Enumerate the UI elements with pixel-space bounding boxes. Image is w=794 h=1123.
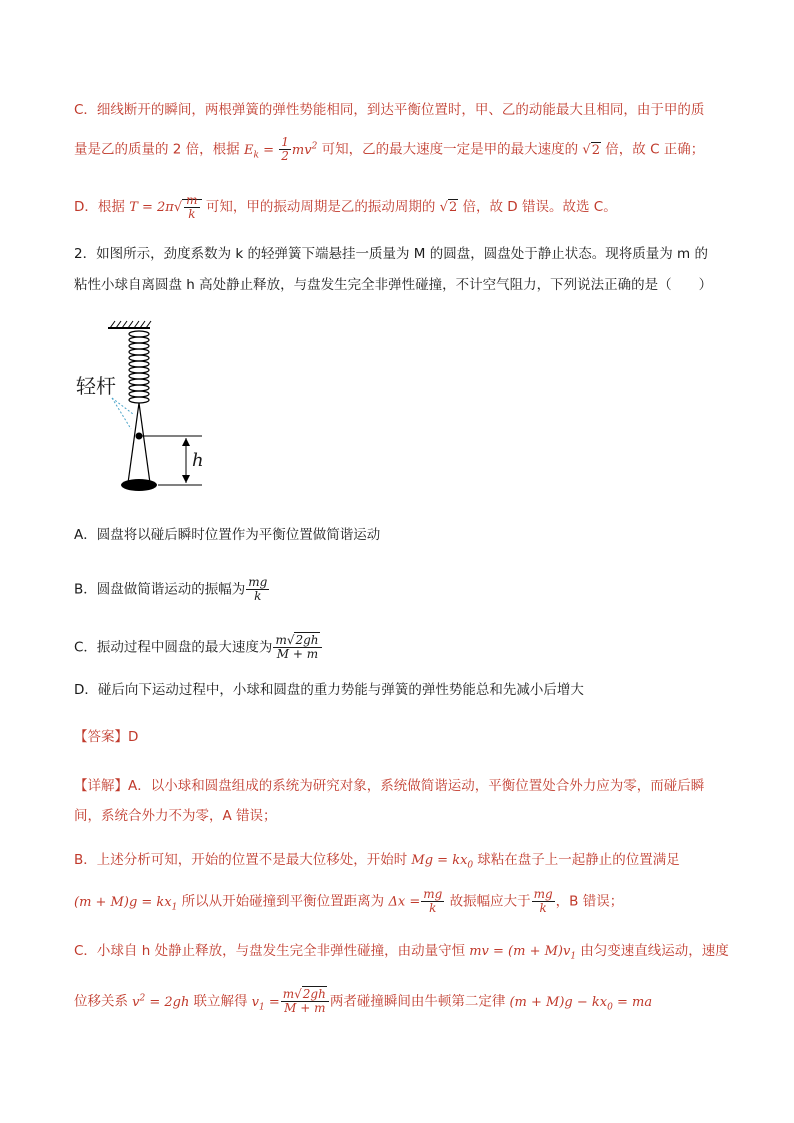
explain-a1: 【详解】A．以小球和圆盘组成的系统为研究对象，系统做简谐运动，平衡位置处合外力应为零，而碰后瞬	[74, 778, 705, 794]
explain-b2: $(m + M)g = kx_1$ 所以从开始碰撞到平衡位置距离为 Δx = $\frac{mg}{k}$ 故振幅应大于 $\frac{mg}{k}$ ，B 错误；	[74, 887, 624, 915]
h-label: h	[192, 450, 204, 471]
option-a: A．圆盘将以碰后瞬时位置作为平衡位置做简谐运动	[74, 527, 381, 543]
prev-c-line2: 量是乙的质量的 2 倍，根据 $E_k$ = $\frac{1}{2}$ $mv^2$ 可知，乙的最大速度一定是甲的最大速度的 √2 倍，故 C 正确；	[74, 135, 705, 163]
question-line2: 粘性小球自离圆盘 h 高处静止释放，与盘发生完全非弹性碰撞，不计空气阻力，下列说法正确的是（ ）	[74, 277, 713, 293]
spring-disc-figure	[70, 318, 220, 498]
option-d: D．碰后向下运动过程中，小球和圆盘的重力势能与弹簧的弹性势能总和先减小后增大	[74, 682, 584, 698]
explain-a2: 间，系统合外力不为零，A 错误；	[74, 808, 277, 824]
explain-c1: C．小球自 h 处静止释放，与盘发生完全非弹性碰撞，由动量守恒 mv = $(m + M)v_1$ 由匀变速直线运动，速度	[74, 943, 729, 962]
rod-label: 轻杆	[76, 374, 116, 398]
option-b: B．圆盘做简谐运动的振幅为 $\frac{mg}{k}$	[74, 575, 268, 603]
prev-d-line: D．根据 T = 2π√ $\frac{m}{k}$ 可知，甲的振动周期是乙的振动周期的 √2 倍，故 D 错误。故选 C。	[74, 193, 617, 221]
prev-c-line1: C．细线断开的瞬间，两根弹簧的弹性势能相同，到达平衡位置时，甲、乙的动能最大且相同，由于甲的质	[74, 102, 705, 118]
question-line1: 2．如图所示，劲度系数为 k 的轻弹簧下端悬挂一质量为 M 的圆盘，圆盘处于静止状态。现将质量为 m 的	[74, 246, 708, 262]
explain-c2: 位移关系 $v^2 = 2gh$ 联立解得 $v_1$ = $\frac{m√2gh}{M + m}$ 两者碰撞瞬间由牛顿第二定律 $(m + M)g - kx_0$ = ma	[74, 987, 653, 1015]
option-c: C．振动过程中圆盘的最大速度为 $\frac{m√2gh}{M + m}$	[74, 634, 323, 661]
answer: 【答案】D	[74, 729, 139, 745]
explain-b1: B．上述分析可知，开始的位置不是最大位移处，开始时 $Mg = kx_0$ 球粘在盘子上一起静止的位置满足	[74, 852, 680, 871]
